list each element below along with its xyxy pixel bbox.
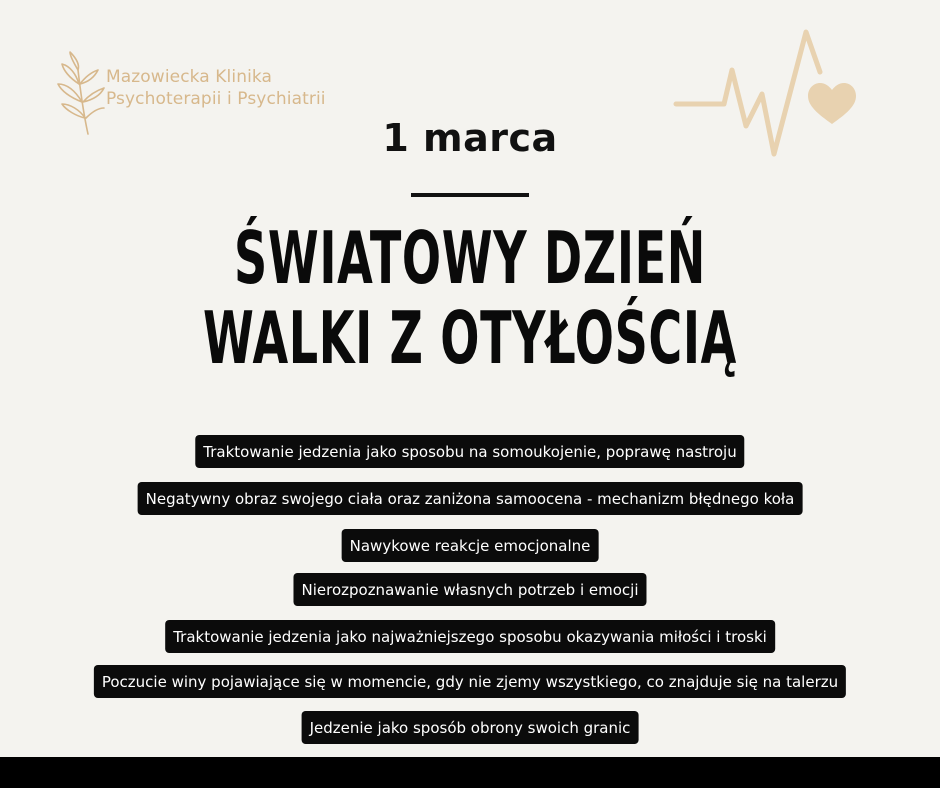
page-title (0, 218, 940, 378)
event-date: 1 marca (382, 116, 558, 160)
list-item: Traktowanie jedzenia jako sposobu na somoukojenie, poprawę nastroju (195, 435, 744, 468)
divider-line (411, 193, 529, 197)
clinic-name-line2: Psychoterapii i Psychiatrii (106, 89, 326, 109)
list-item: Jedzenie jako sposób obrony swoich granic (302, 711, 639, 744)
list-item: Poczucie winy pojawiające się w momencie, gdy nie zjemy wszystkiego, co znajduje się na talerzu (94, 665, 846, 698)
clinic-name (106, 66, 326, 110)
list-item: Nierozpoznawanie własnych potrzeb i emocji (293, 573, 646, 606)
list-item: Nawykowe reakcje emocjonalne (342, 529, 599, 562)
clinic-name-line1: Mazowiecka Klinika (106, 67, 273, 87)
footer-bar (0, 757, 940, 788)
title-line2: WALKI Z OTYŁOŚCIĄ (203, 296, 737, 380)
title-line1: ŚWIATOWY DZIEŃ (234, 216, 706, 300)
list-item: Traktowanie jedzenia jako najważniejszego sposobu okazywania miłości i troski (165, 620, 775, 653)
list-item: Negatywny obraz swojego ciała oraz zaniżona samoocena - mechanizm błędnego koła (138, 482, 803, 515)
